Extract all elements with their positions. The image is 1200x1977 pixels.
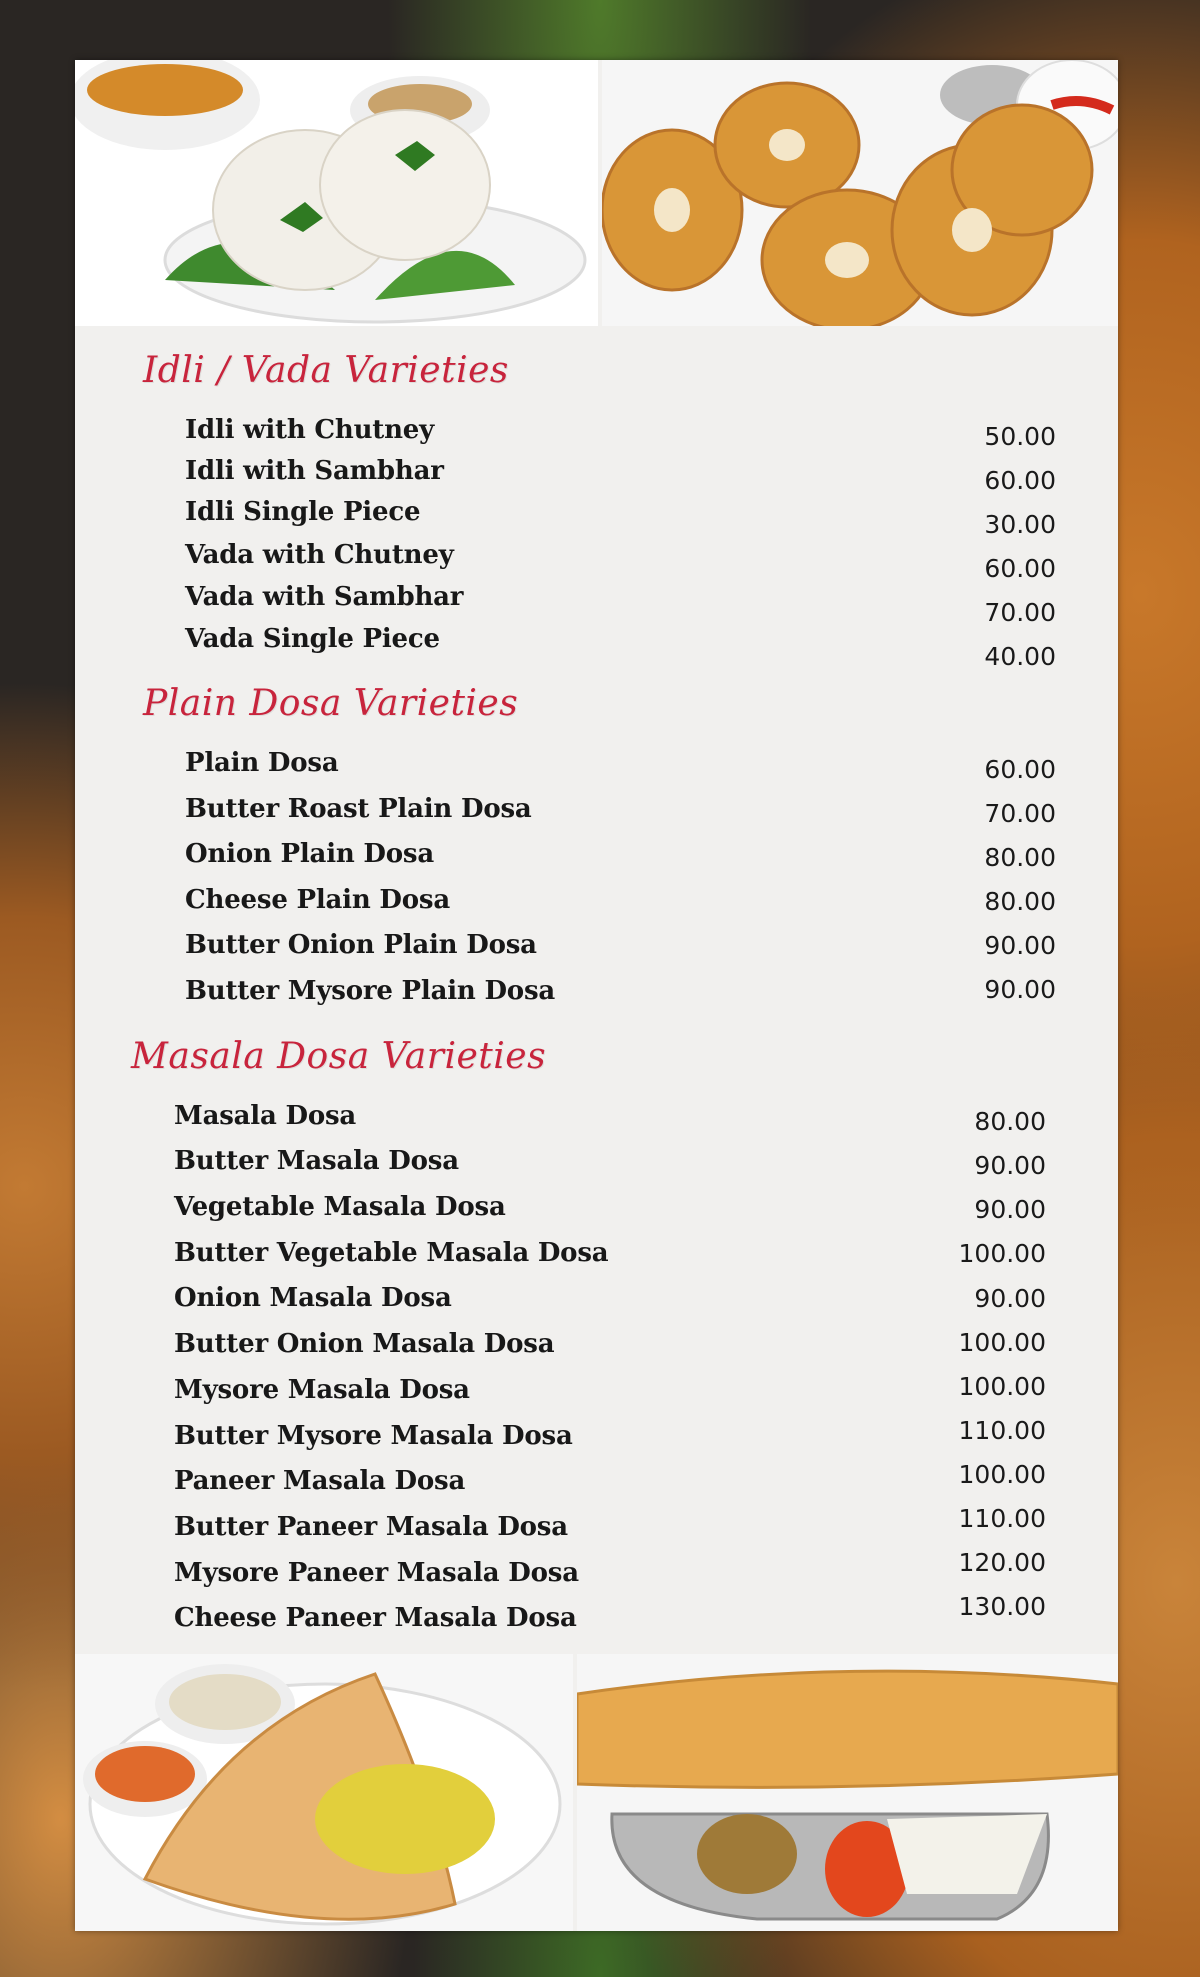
menu-item-price: 130.00 (958, 1592, 1046, 1621)
menu-item-name: Butter Onion Masala Dosa (174, 1329, 555, 1359)
menu-item-price: 40.00 (984, 642, 1056, 671)
menu-item-name: Vada with Sambhar (185, 582, 464, 612)
menu-item-price: 50.00 (984, 422, 1056, 451)
menu-item-name: Vegetable Masala Dosa (174, 1192, 506, 1222)
menu-item-price: 80.00 (984, 887, 1056, 916)
menu-item-name: Plain Dosa (185, 748, 339, 778)
menu-item-name: Butter Masala Dosa (174, 1146, 459, 1176)
section-heading-plain-dosa: Plain Dosa Varieties (143, 683, 519, 724)
vada-photo (602, 60, 1118, 326)
menu-item-price: 100.00 (958, 1328, 1046, 1357)
menu-item-name: Paneer Masala Dosa (174, 1466, 466, 1496)
menu-item-name: Butter Mysore Plain Dosa (185, 976, 556, 1006)
menu-item-price: 80.00 (974, 1107, 1046, 1136)
menu-item-price: 100.00 (958, 1372, 1046, 1401)
menu-item-price: 90.00 (974, 1195, 1046, 1224)
menu-item-name: Masala Dosa (174, 1101, 357, 1131)
menu-item-price: 60.00 (984, 554, 1056, 583)
dosa-thali-photo (577, 1654, 1118, 1931)
menu-item-price: 110.00 (958, 1504, 1046, 1533)
menu-item-name: Butter Vegetable Masala Dosa (174, 1238, 609, 1268)
menu-item-name: Mysore Paneer Masala Dosa (174, 1558, 579, 1588)
menu-item-name: Idli with Sambhar (185, 456, 444, 486)
menu-item-price: 100.00 (958, 1239, 1046, 1268)
menu-item-price: 90.00 (984, 931, 1056, 960)
menu-item-price: 110.00 (958, 1416, 1046, 1445)
menu-item-price: 100.00 (958, 1460, 1046, 1489)
menu-item-name: Butter Paneer Masala Dosa (174, 1512, 568, 1542)
menu-item-price: 120.00 (958, 1548, 1046, 1577)
menu-item-price: 80.00 (984, 843, 1056, 872)
section-heading-masala-dosa: Masala Dosa Varieties (131, 1036, 547, 1077)
menu-card (75, 60, 1118, 1931)
menu-item-name: Cheese Plain Dosa (185, 885, 450, 915)
menu-item-name: Idli Single Piece (185, 497, 421, 527)
idli-photo (75, 60, 598, 326)
menu-item-price: 90.00 (974, 1284, 1046, 1313)
menu-item-name: Butter Onion Plain Dosa (185, 930, 537, 960)
menu-item-price: 90.00 (984, 975, 1056, 1004)
menu-item-name: Cheese Paneer Masala Dosa (174, 1603, 577, 1633)
menu-item-name: Idli with Chutney (185, 415, 435, 445)
menu-item-name: Onion Plain Dosa (185, 839, 435, 869)
menu-item-price: 70.00 (984, 799, 1056, 828)
menu-item-name: Mysore Masala Dosa (174, 1375, 470, 1405)
section-heading-idli-vada: Idli / Vada Varieties (143, 350, 509, 391)
menu-item-name: Butter Mysore Masala Dosa (174, 1421, 573, 1451)
menu-item-price: 70.00 (984, 598, 1056, 627)
menu-item-name: Butter Roast Plain Dosa (185, 794, 532, 824)
menu-item-price: 30.00 (984, 510, 1056, 539)
menu-item-price: 60.00 (984, 755, 1056, 784)
menu-item-name: Onion Masala Dosa (174, 1283, 452, 1313)
menu-item-name: Vada Single Piece (185, 624, 440, 654)
masala-dosa-photo (75, 1654, 573, 1931)
menu-item-price: 60.00 (984, 466, 1056, 495)
menu-item-name: Vada with Chutney (185, 540, 454, 570)
menu-item-price: 90.00 (974, 1151, 1046, 1180)
